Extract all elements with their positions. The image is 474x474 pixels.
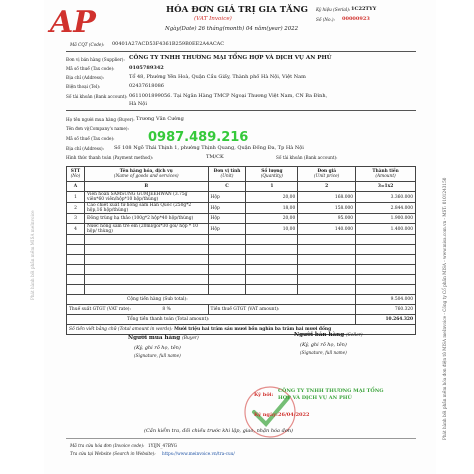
cqt-code-value: 00401A27ACD53F4361B259B0EE2A4ACAC xyxy=(112,41,225,47)
row-qty: 10,00 xyxy=(246,224,298,235)
invoice-number-value: 00000923 xyxy=(342,16,370,22)
items-table xyxy=(66,166,416,335)
buyer-account-label: Số tài khoản (Bank account): xyxy=(276,155,338,160)
empty-row xyxy=(67,275,416,285)
seller-tax-label: Mã số thuế (Tax code): xyxy=(66,66,115,71)
side-text-right: Phát hành bởi phần mềm hóa đơn điện tử MISA meInvoice - Công ty Cổ phần MISA - www.misa.com.vn - MST: 0101243150 xyxy=(442,177,447,440)
check-note: (Cần kiểm tra, đối chiếu trước khi lập, giao, nhận hóa đơn) xyxy=(144,428,293,434)
invoice-subtitle: (VAT Invoice) xyxy=(194,16,232,22)
vat-amount-value: 760.320 xyxy=(356,305,416,315)
total-row xyxy=(67,315,416,325)
col-header-amount: Thành tiền (Amount) xyxy=(356,167,416,182)
row-price: 158.000 xyxy=(298,203,356,214)
footer-divider xyxy=(66,438,416,439)
subtotal-value: 9.504.000 xyxy=(356,295,416,305)
empty-row xyxy=(67,255,416,265)
in-words-value: Mười triệu hai trăm sáu mươi bốn nghìn ba trăm hai mươi đồng xyxy=(174,327,332,332)
serial-value: 1C22TYY xyxy=(351,6,377,12)
row-unit: Hộp xyxy=(208,214,246,224)
col-header-no: STT (No) xyxy=(67,167,85,182)
row-unit: Hộp xyxy=(208,203,246,214)
in-words-label: Số tiền viết bằng chữ (Total amount in words): xyxy=(69,327,173,332)
row-unit: Hộp xyxy=(208,192,246,203)
table-index-row xyxy=(67,182,416,192)
table-row xyxy=(67,203,416,214)
payment-method: TM/CK xyxy=(206,154,224,160)
in-words-cell xyxy=(67,325,416,335)
buyer-phone-overlay: 0987.489.216 xyxy=(148,130,249,145)
seller-account-label: Số tài khoản (Bank account): xyxy=(66,94,128,99)
row-price: 95.000 xyxy=(298,214,356,224)
buyer-company-label: Tên đơn vị(Company's name): xyxy=(66,126,129,131)
seller-account-line1: 0611001899056. Tại Ngân Hàng TMCP Ngoại Thương Việt Nam, CN Ba Đình, xyxy=(129,93,328,99)
table-row xyxy=(67,192,416,203)
invoice-paper xyxy=(44,0,436,474)
seller-address-label: Địa chỉ (Address): xyxy=(66,75,105,80)
company-logo: AP xyxy=(50,5,96,40)
row-price: 140.000 xyxy=(298,224,356,235)
serial-label: Ký hiệu (Serial): xyxy=(316,7,351,12)
lookup-code-label: Mã tra cứu hóa đơn (Invoice code): xyxy=(70,443,145,448)
row-qty: 20,00 xyxy=(246,214,298,224)
empty-row xyxy=(67,265,416,275)
buyer-sign-note: (Ký, ghi rõ họ, tên) xyxy=(134,345,181,351)
lookup-site-label: Tra cứu tại Website (Search in Website): xyxy=(70,451,156,456)
index-cell: C xyxy=(208,182,246,192)
col-header-price: Đơn giá (Unit price) xyxy=(298,167,356,182)
seller-phone-label: Điện thoại (Tel): xyxy=(66,84,101,89)
index-cell: A xyxy=(67,182,85,192)
seller-sign-note: (Ký, ghi rõ họ, tên) xyxy=(300,342,347,348)
row-name: Đông trùng hạ thảo (100g*2 hộp*40 hộp/thùng) xyxy=(84,214,208,224)
total-label: Tổng tiền thanh toán (Total amount): xyxy=(67,315,356,325)
table-row xyxy=(67,224,416,235)
signed-date-label: Ký ngày: xyxy=(254,412,278,418)
empty-row xyxy=(67,245,416,255)
seller-account-line2: Hà Nội xyxy=(129,101,147,107)
buyer-address: Số 108 Ngõ Thái Thịnh 1, phường Thịnh Quang, Quận Đống Đa, Tp Hà Nội xyxy=(114,145,304,151)
row-name: Viên hoàn SAMSUNG GUMJEEHWAN (3.75g viên*60 viên/hộp*10 hộp/thùng) xyxy=(84,192,208,203)
col-header-name: Tên hàng hóa, dịch vụ (Name of goods and services) xyxy=(84,167,208,182)
row-name: Nước hồng sâm trẻ em (20ml/gói*30 gói/ hộp * 10 hộp/ thùng) xyxy=(84,224,208,235)
table-row xyxy=(67,214,416,224)
row-qty: 18,00 xyxy=(246,203,298,214)
index-cell: 1 xyxy=(246,182,298,192)
buyer-sign-title: Người mua hàng (Buyer) xyxy=(128,335,199,341)
seller-sign-title: Người bán hàng (Seller) xyxy=(294,332,363,338)
row-no: 4 xyxy=(67,224,85,235)
vat-row xyxy=(67,305,416,315)
row-price: 168.000 xyxy=(298,192,356,203)
seller-divider xyxy=(66,110,416,111)
empty-row xyxy=(67,285,416,295)
subtotal-label: Cộng tiền hàng (Sub total): xyxy=(67,295,356,305)
buyer-address-label: Địa chỉ (Address): xyxy=(66,146,105,151)
seller-address: Tổ 48, Phường Yên Hoà, Quận Cầu Giấy, Thành phố Hà Nội, Việt Nam xyxy=(129,74,306,80)
index-cell: 2 xyxy=(298,182,356,192)
buyer-sign-note-en: (Signature, full name) xyxy=(134,353,181,358)
seller-tax: 0105789342 xyxy=(129,65,164,71)
lookup-code-value: 1YIJN_47BYG xyxy=(148,443,177,448)
vat-amount-label: Tiền thuế GTGT (VAT amount): xyxy=(208,305,356,315)
header-divider xyxy=(66,51,416,52)
invoice-title: HÓA ĐƠN GIÁ TRỊ GIA TĂNG xyxy=(166,5,308,15)
row-no: 1 xyxy=(67,192,85,203)
side-text-left: Phát hành bởi phần mềm MISA meInvoice xyxy=(30,210,35,300)
row-amount: 1.400.000 xyxy=(356,224,416,235)
payment-label: Hình thức thanh toán (Payment method): xyxy=(66,155,154,160)
subtotal-row xyxy=(67,295,416,305)
buyer-tax-label: Mã số thuế (Tax code): xyxy=(66,136,115,141)
row-amount: 2.844.000 xyxy=(356,203,416,214)
invoice-date: Ngày(Date) 26 tháng(month) 04 năm(year) 2022 xyxy=(165,26,299,32)
signed-by-label: Ký bởi: xyxy=(254,392,274,398)
row-no: 3 xyxy=(67,214,85,224)
seller-name-label: Đơn vị bán hàng (Supplier): xyxy=(66,57,125,62)
total-value: 10.264.320 xyxy=(356,315,416,325)
seller-name: CÔNG TY TNHH THƯƠNG MẠI TỔNG HỢP VÀ DỊCH VỤ AN PHÚ xyxy=(129,55,332,61)
vat-rate-label: Thuế suất GTGT (VAT rate): xyxy=(69,307,131,312)
cqt-code-label: Mã CQT (Code): xyxy=(70,42,105,47)
row-qty: 20,00 xyxy=(246,192,298,203)
buyer-name-label: Họ tên người mua hàng (Buyer): xyxy=(66,117,135,122)
index-cell: B xyxy=(84,182,208,192)
in-words-row xyxy=(67,325,416,335)
seller-phone: 02437618086 xyxy=(129,83,164,89)
row-amount: 3.360.000 xyxy=(356,192,416,203)
row-unit: Hộp xyxy=(208,224,246,235)
row-no: 2 xyxy=(67,203,85,214)
empty-row xyxy=(67,235,416,245)
signed-date-value: 26/04/2022 xyxy=(278,412,310,418)
vat-rate-value: 8 % xyxy=(162,307,171,312)
buyer-name: Trương Văn Cường xyxy=(136,116,184,122)
seller-sign-note-en: (Signature, full name) xyxy=(300,350,347,355)
signed-by-value: CÔNG TY TNHH THƯƠNG MẠI TỔNG HỢP VÀ DỊCH VỤ AN PHÚ xyxy=(278,388,384,401)
col-header-qty: Số lượng (Quantity) xyxy=(246,167,298,182)
vat-rate-cell xyxy=(67,305,209,315)
lookup-site-link[interactable]: https://www.meinvoice.vn/tra-cuu/ xyxy=(162,451,235,456)
index-cell: 3=1x2 xyxy=(356,182,416,192)
row-name: Cao chiết xuất từ hồng sâm Hàn Quốc (250g*2 hộp,16 hộp/thùng) xyxy=(84,203,208,214)
invoice-number-label: Số (No.): xyxy=(316,17,335,22)
col-header-unit: Đơn vị tính (Unit) xyxy=(208,167,246,182)
row-amount: 1.900.000 xyxy=(356,214,416,224)
table-header-row xyxy=(67,167,416,182)
